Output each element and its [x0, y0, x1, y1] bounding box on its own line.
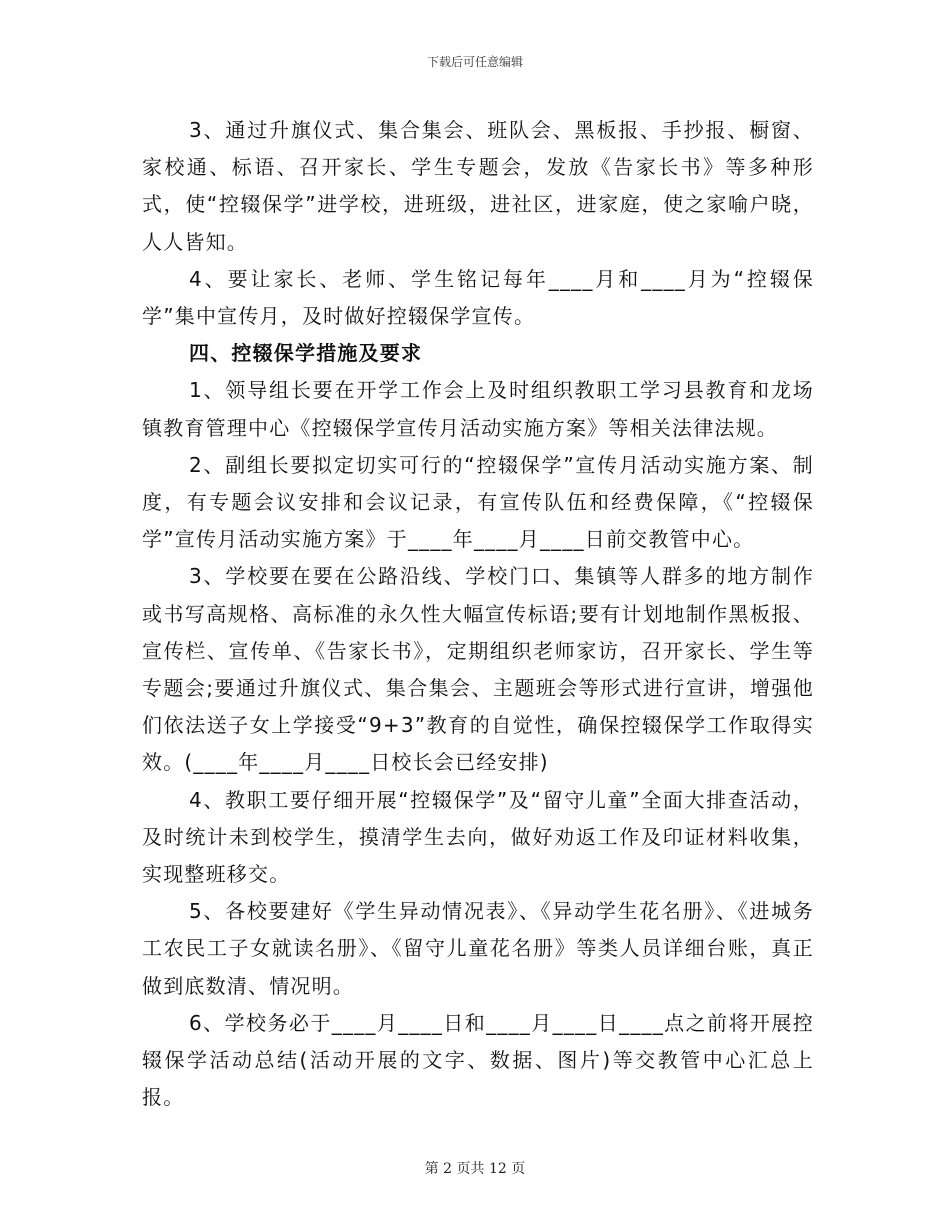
page-header: 下载后可任意编辑 [426, 55, 523, 69]
page-footer: 第 2 页共 12 页 [424, 1161, 526, 1177]
section-item-6: 6、学校务必于____月____日和____月____日____点之前将开展控辍保学活动总结(活动开展的文字、数据、图片)等交教管中心汇总上报。 [142, 1010, 814, 1110]
paragraph-3: 3、通过升旗仪式、集合集会、班队会、黑板报、手抄报、橱窗、家校通、标语、召开家长、学生专题会，发放《告家长书》等多种形式，使“控辍保学”进学校，进班级，进社区，进家庭，使之家喻户晓，人人皆知。 [142, 118, 814, 254]
section-item-1: 1、领导组长要在开学工作会上及时组织教职工学习县教育和龙场镇教育管理中心《控辍保学宣传月活动实施方案》等相关法律法规。 [142, 378, 814, 440]
section-item-4: 4、教职工要仔细开展“控辍保学”及“留守儿童”全面大排查活动，及时统计未到校学生，摸清学生去向，做好劝返工作及印证材料收集，实现整班移交。 [142, 787, 814, 887]
paragraph-4: 4、要让家长、老师、学生铭记每年____月和____月为“控辍保学”集中宣传月，及时做好控辍保学宣传。 [142, 266, 814, 329]
header-divider [110, 78, 840, 79]
section-item-5: 5、各校要建好《学生异动情况表》、《异动学生花名册》、《进城务工农民工子女就读名册》、《留守儿童花名册》等类人员详细台账，真正做到底数清、情况明。 [142, 899, 814, 998]
section-item-3: 3、学校要在要在公路沿线、学校门口、集镇等人群多的地方制作或书写高规格、高标准的永久性大幅宣传标语;要有计划地制作黑板报、宣传栏、宣传单、《告家长书》，定期组织老师家访，召开家长、学生等专题会;要通过升旗仪式、集合集会、主题班会等形式进行宣讲，增强他们依法送子女上学接受“9+3”教育的自觉性，确保控辍保学工作取得实效。(____年____月____日校长会已经安排) [142, 564, 814, 775]
section-item-2: 2、副组长要拟定切实可行的“控辍保学”宣传月活动实施方案、制度，有专题会议安排和会议记录，有宣传队伍和经费保障，《“控辍保学”宣传月活动实施方案》于____年____月____日前交教管中心。 [142, 452, 814, 552]
document-body [142, 112, 814, 1116]
section-heading: 四、控辍保学措施及要求 [189, 341, 423, 366]
